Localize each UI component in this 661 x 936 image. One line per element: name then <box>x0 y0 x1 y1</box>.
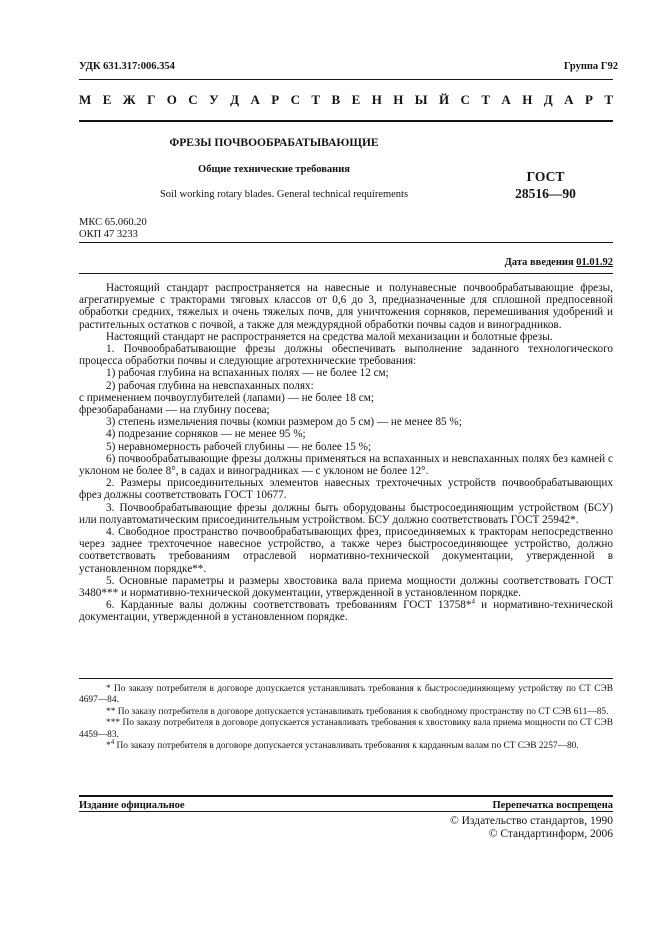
document-subtitle: Общие технические требования <box>198 164 350 175</box>
footnote: * По заказу потребителя в договоре допускается устанавливать требования к быстросоединяющему устройству по СТ СЭВ 4697—84. <box>79 684 613 706</box>
english-title: Soil working rotary blades. General technical requirements <box>159 189 409 200</box>
requirement-item: 4) подрезание сорняков — не менее 95 %; <box>106 428 306 441</box>
requirement-item: 5) неравномерность рабочей глубины — не более 15 %; <box>106 440 372 453</box>
footnote: ** По заказу потребителя в договоре допускается устанавливать требования к свободному пространству по СТ СЭВ 611—85. <box>106 706 609 717</box>
effective-date <box>505 257 613 268</box>
footnote-rule <box>79 678 613 679</box>
date-rule <box>79 273 613 274</box>
okp-code: ОКП 47 3233 <box>79 228 138 240</box>
clause-6-start: 6. Карданные валы должны соответствовать требованиям ГОСТ 13758* <box>106 599 472 612</box>
clause-6-end: и нормативно-технической документации, утвержденной в установленном порядке. <box>79 599 613 624</box>
footer-rule <box>79 795 613 797</box>
clause-5: 5. Основные параметры и размеры хвостовика вала приема мощности должны соответствовать ГОСТ 3480*** и нормативно-технической документации, утвержденной в установленном порядке. <box>79 574 613 600</box>
paragraph-scope: Настоящий стандарт распространяется на навесные и полунавесные почвообрабатывающие фрезы, агрегатируемые с тракторами тяговых классов от 0,6 до 3, предназначенные для сплошной предпосевной обработки средних, тяжелых и очень тяжелых почв, для уничтожения сорняков, перемешивания удобрений и растительных остатков с почвой, а также для междурядной обработки почвы садов и виноградников. <box>79 282 613 331</box>
clause-4: 4. Свободное пространство почвообрабатывающих фрез, присоединяемых к тракторам непосредственно через заднее трехточечное навесное устройство, а также через быстросоединяющее устройство, должно соответствовать требованиям отраслевой нормативно-технической документации, утвержденной в установленном порядке**. <box>79 526 613 575</box>
requirement-item: 3) степень измельчения почвы (комки размером до 5 см) — не менее 85 %; <box>106 416 462 429</box>
requirement-subitem: фрезобарабанами — на глубину посева; <box>79 404 270 417</box>
interstate-standard-heading: М Е Ж Г О С У Д А Р С Т В Е Н Н Ы Й С Т А Н Д А Р Т <box>79 92 613 107</box>
codes-rule <box>79 242 613 243</box>
requirement-item: 6) почвообрабатывающие фрезы должны применяться на вспаханных и невспаханных полях без камней с уклоном не более 8°, в садах и виноградниках — с уклоном не более 12°. <box>79 452 613 478</box>
effective-date-label: Дата введения <box>504 257 574 268</box>
clause-3: 3. Почвообрабатывающие фрезы должны быть оборудованы быстросоединяющим устройством (БСУ) или полуавтоматическим присоединительным устройством. БСУ должно соответствовать ГОСТ 25942*. <box>79 501 613 526</box>
header-rule <box>79 79 613 80</box>
footer-rule-thin <box>79 811 613 812</box>
footnote: *** По заказу потребителя в договоре допускается устанавливать требования к хвостовику вала приема мощности по СТ СЭВ 4459—83. <box>79 718 613 740</box>
requirement-item: 1) рабочая глубина на вспаханных полях — не более 12 см; <box>106 367 389 380</box>
copyright-line: © Стандартинформ, 2006 <box>488 827 613 840</box>
gost-designation <box>478 168 613 202</box>
footnotes <box>79 684 613 752</box>
copyright-block <box>450 815 613 840</box>
effective-date-value: 01.01.92 <box>576 257 613 268</box>
udk-code: УДК 631.317:006.354 <box>79 61 175 72</box>
clause-1: 1. Почвообрабатывающие фрезы должны обеспечивать выполнение заданного технологического процесса обработки почвы и следующие агротехнические требования: <box>79 343 613 368</box>
requirement-subitem: с применением почвоуглубителей (лапами) — не более 18 см; <box>79 391 374 404</box>
classification-codes <box>79 217 147 240</box>
footnote <box>79 737 613 752</box>
clause-6-footnote-mark: 4 <box>471 597 475 606</box>
footnote-text: По заказу потребителя в договоре допускается устанавливать требования к карданным валам по СТ СЭВ 2257—80. <box>114 741 579 752</box>
footnote-mark: 4 <box>110 737 115 746</box>
clause-6 <box>79 599 613 623</box>
footnote-star: * <box>106 741 111 752</box>
official-edition-label: Издание официальное <box>79 800 185 811</box>
gost-label: ГОСТ <box>526 169 565 184</box>
copyright-line: © Издательство стандартов, 1990 <box>449 815 613 827</box>
heading-rule <box>79 120 613 122</box>
paragraph-exclusion: Настоящий стандарт не распространяется на средства малой механизации и болотные фрезы. <box>106 330 553 343</box>
mks-code: МКС 65.060.20 <box>79 217 147 228</box>
group-code: Группа Г92 <box>563 61 618 72</box>
gost-number: 28516—90 <box>515 186 576 201</box>
document-title: ФРЕЗЫ ПОЧВООБРАБАТЫВАЮЩИЕ <box>169 137 379 149</box>
document-body <box>79 282 613 624</box>
clause-2: 2. Размеры присоединительных элементов навесных трехточечных устройств почвообрабатывающих фрез должны соответствовать ГОСТ 10677. <box>79 477 613 502</box>
requirement-item: 2) рабочая глубина на невспаханных полях: <box>106 379 314 392</box>
reprint-prohibited-label: Перепечатка воспрещена <box>492 800 613 811</box>
